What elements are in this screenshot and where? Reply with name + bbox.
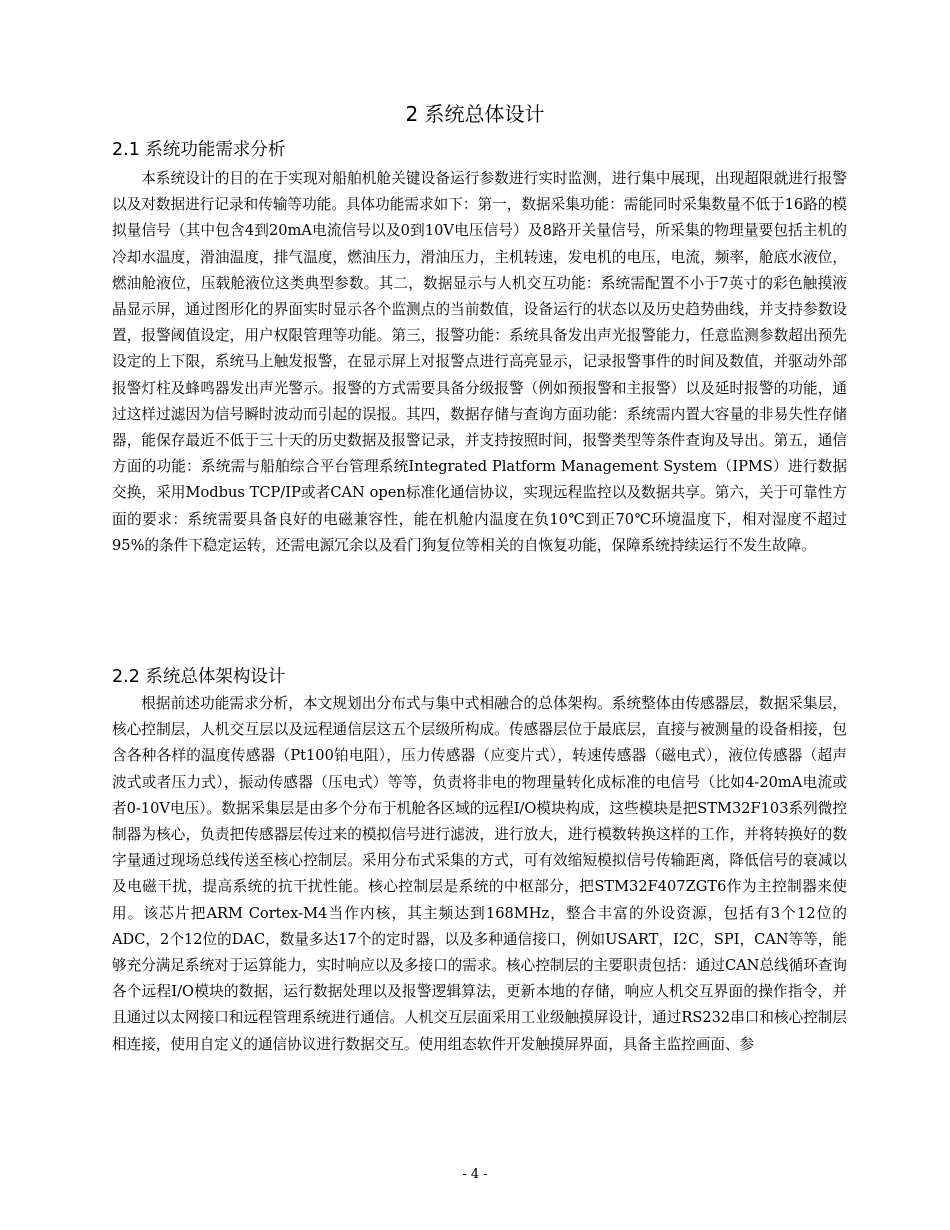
page-number: - 4 -: [462, 1167, 488, 1182]
section-heading-2-2: 2.2 系统总体架构设计: [112, 667, 286, 687]
section-heading-2-1: 2.1 系统功能需求分析: [112, 140, 286, 160]
section-2-1-paragraph: 本系统设计的目的在于实现对船舶机舱关键设备运行参数进行实时监测，进行集中展现，出现超限就进行报警以及对数据进行记录和传输等功能。具体功能需求如下：第一，数据采集功能：需能同时采集数量不低于16路的模拟量信号（其中包含4到20mA电流信号以及0到10V电压信号）及8路开关量信号，所采集的物理量要包括主机的冷却水温度，滑油温度，排气温度，燃油压力，滑油压力，主机转速，发电机的电压，电流，频率，舱底水液位，燃油舱液位，压载舱液位这类典型参数。其二，数据显示与人机交互功能：系统需配置不小于7英寸的彩色触摸液晶显示屏，通过图形化的界面实时显示各个监测点的当前数值，设备运行的状态以及历史趋势曲线，并支持参数设置，报警阈值设定，用户权限管理等功能。第三，报警功能：系统具备发出声光报警能力，任意监测参数超出预先设定的上下限，系统马上触发报警，在显示屏上对报警点进行高亮显示，记录报警事件的时间及数值，并驱动外部报警灯柱及蜂鸣器发出声光警示。报警的方式需要具备分级报警（例如预报警和主报警）以及延时报警的功能，通过这样过滤因为信号瞬时波动而引起的误报。其四，数据存储与查询方面功能：系统需内置大容量的非易失性存储器，能保存最近不低于三十天的历史数据及报警记录，并支持按照时间，报警类型等条件查询及导出。第五，通信方面的功能：系统需与船舶综合平台管理系统Integrated Platform Management System（IPMS）进行数据交换，采用Modbus TCP/IP或者CAN open标准化通信协议，实现远程监控以及数据共享。第六，关于可靠性方面的要求：系统需要具备良好的电磁兼容性，能在机舱内温度在负10℃到正70℃环境温度下，相对湿度不超过95%的条件下稳定运转，还需电源冗余以及看门狗复位等相关的自恢复功能，保障系统持续运行不发生故障。: [112, 170, 847, 554]
section-2-2-paragraph: 根据前述功能需求分析，本文规划出分布式与集中式相融合的总体架构。系统整体由传感器层，数据采集层，核心控制层，人机交互层以及远程通信层这五个层级所构成。传感器层位于最底层，直接与被测量的设备相接，包含各种各样的温度传感器（Pt100铂电阻），压力传感器（应变片式），转速传感器（磁电式），液位传感器（超声波式或者压力式），振动传感器（压电式）等等，负责将非电的物理量转化成标准的电信号（比如4-20mA电流或者0-10V电压）。数据采集层是由多个分布于机舱各区域的远程I/O模块构成，这些模块是把STM32F103系列微控制器为核心，负责把传感器层传过来的模拟信号进行滤波，进行放大，进行模数转换这样的工作，并将转换好的数字量通过现场总线传送至核心控制层。采用分布式采集的方式，可有效缩短模拟信号传输距离，降低信号的衰减以及电磁干扰，提高系统的抗干扰性能。核心控制层是系统的中枢部分，把STM32F407ZGT6作为主控制器来使用。该芯片把ARM Cortex-M4当作内核，其主频达到168MHz，整合丰富的外设资源，包括有3个12位的ADC，2个12位的DAC，数量多达17个的定时器，以及多种通信接口，例如USART，I2C，SPI，CAN等等，能够充分满足系统对于运算能力，实时响应以及多接口的需求。核心控制层的主要职责包括：通过CAN总线循环查询各个远程I/O模块的数据，运行数据处理以及报警逻辑算法，更新本地的存储，响应人机交互界面的操作指令，并且通过以太网接口和远程管理系统进行通信。人机交互层面采用工业级触摸屏设计，通过RS232串口和核心控制层相连接，使用自定义的通信协议进行数据交互。使用组态软件开发触摸屏界面，具备主监控画面、参: [112, 695, 847, 1053]
chapter-title: 2 系统总体设计: [405, 102, 545, 126]
